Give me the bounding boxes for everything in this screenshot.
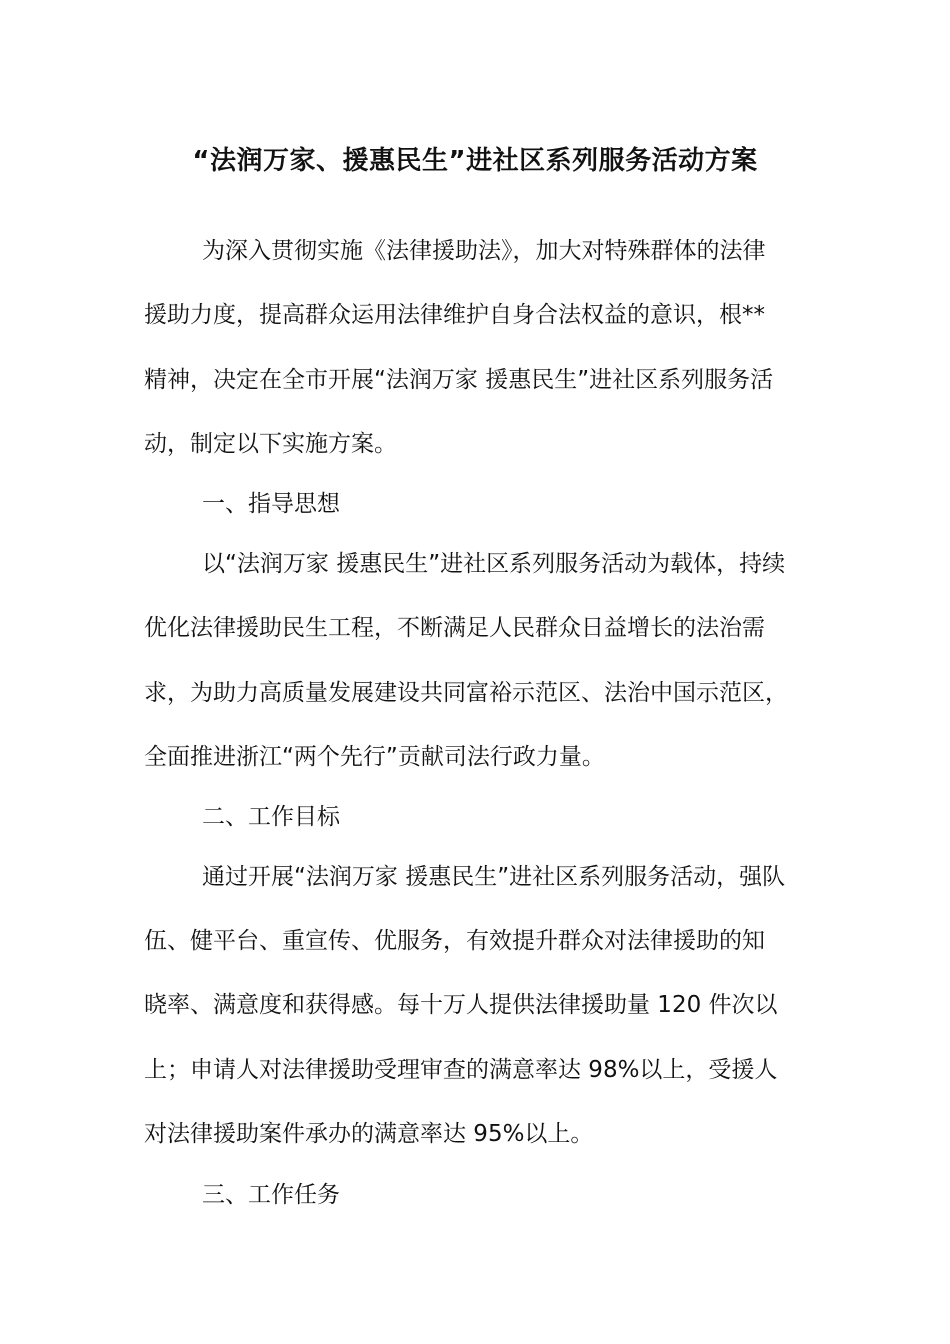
paragraph-line: 上；申请人对法律援助受理审查的满意率达 98%以上，受援人 (144, 1057, 778, 1083)
paragraph-line: 援助力度，提高群众运用法律维护自身合法权益的意识，根** (144, 302, 765, 328)
paragraph-line: 伍、健平台、重宣传、优服务，有效提升群众对法律援助的知 (144, 928, 765, 954)
section-heading: 一、指导思想 (202, 491, 340, 517)
paragraph-line: 全面推进浙江“两个先行”贡献司法行政力量。 (144, 744, 605, 770)
paragraph-line: 晓率、满意度和获得感。每十万人提供法律援助量 120 件次以 (144, 992, 778, 1018)
paragraph-line: 通过开展“法润万家 援惠民生”进社区系列服务活动，强队 (202, 864, 786, 890)
paragraph-line: 对法律援助案件承办的满意率达 95%以上。 (144, 1121, 594, 1147)
paragraph-line: 以“法润万家 援惠民生”进社区系列服务活动为载体，持续 (202, 551, 786, 577)
paragraph-line: 动，制定以下实施方案。 (144, 431, 397, 457)
paragraph-line: 为深入贯彻实施《法律援助法》，加大对特殊群体的法律 (202, 238, 766, 264)
paragraph-line: 求，为助力高质量发展建设共同富裕示范区、法治中国示范区， (144, 680, 788, 706)
paragraph-line: 精神，决定在全市开展“法润万家 援惠民生”进社区系列服务活 (144, 367, 774, 393)
document-title: “法润万家、援惠民生”进社区系列服务活动方案 (192, 146, 758, 176)
paragraph-line: 优化法律援助民生工程，不断满足人民群众日益增长的法治需 (144, 615, 765, 641)
section-heading: 三、工作任务 (202, 1182, 340, 1208)
section-heading: 二、工作目标 (202, 804, 340, 830)
